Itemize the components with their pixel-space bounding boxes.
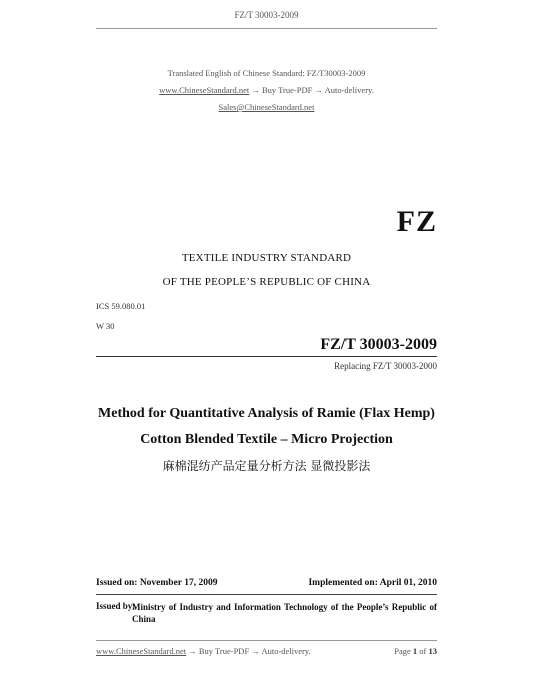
standard-title-line1: TEXTILE INDUSTRY STANDARD [181, 252, 352, 264]
issued-by-label: Issued by: [96, 601, 136, 611]
page-current: 1 [412, 646, 418, 656]
translation-notice: Translated English of Chinese Standard: FZ/T30003-2009 [167, 68, 366, 78]
ics-code: ICS 59.080.01 [96, 301, 146, 311]
sales-email-row [0, 102, 533, 112]
header-standard-code: FZ/T 30003-2009 [234, 10, 299, 20]
chinesestandard-link[interactable]: www.ChineseStandard.net [159, 85, 250, 95]
document-title-line1: Method for Quantitative Analysis of Ramie (Flax Hemp) [98, 406, 435, 421]
standard-number: FZ/T 30003-2009 [320, 336, 437, 353]
classification-code: W 30 [96, 321, 115, 331]
footer-links [96, 646, 311, 656]
standard-title-line2: OF THE PEOPLE’S REPUBLIC OF CHINA [162, 276, 371, 288]
page-label: Page [394, 646, 411, 656]
translation-links [0, 85, 533, 95]
page-total: 13 [428, 646, 437, 656]
document-title-chinese: 麻棉混纺产品定量分析方法 显微投影法 [162, 459, 371, 473]
page-of: of [419, 646, 427, 656]
sales-email-link[interactable]: Sales@ChineseStandard.net [218, 102, 315, 112]
document-title-line2: Cotton Blended Textile – Micro Projection [140, 432, 393, 447]
footer-divider [96, 640, 437, 641]
replacing-standard: Replacing FZ/T 30003-2000 [334, 361, 437, 371]
standard-number-divider [96, 356, 437, 357]
issuing-authority: Ministry of Industry and Information Technology of the People’s Republic of China [132, 602, 437, 624]
issued-date: Issued on: November 17, 2009 [96, 578, 218, 588]
dates-divider [96, 594, 437, 595]
fz-logo: FZ [396, 205, 437, 238]
implemented-date: Implemented on: April 01, 2010 [308, 578, 437, 588]
page-number [394, 646, 437, 656]
buy-pdf-text: → Buy True-PDF → Auto-delivery. [251, 85, 374, 95]
footer-buy-pdf-text: → Buy True-PDF → Auto-delivery. [188, 646, 311, 656]
header-divider [96, 28, 437, 29]
footer-chinesestandard-link[interactable]: www.ChineseStandard.net [96, 646, 187, 656]
